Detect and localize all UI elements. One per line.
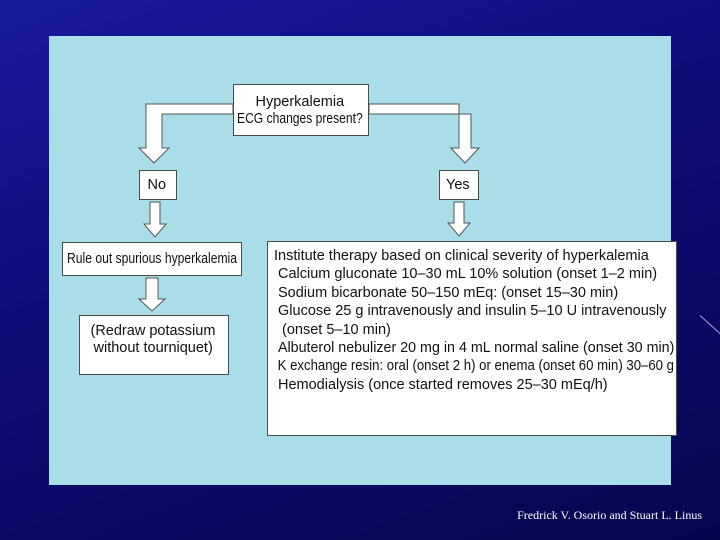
- no-box: [139, 170, 177, 200]
- arrow-to-no: [139, 104, 233, 163]
- therapy-item: (onset 5–10 min): [278, 321, 391, 338]
- redraw-box: [79, 315, 229, 375]
- therapy-item: K exchange resin: oral (onset 2 h) or enema (onset 60 min) 30–60 g: [277, 358, 675, 375]
- therapy-box: [267, 241, 677, 436]
- flowchart-panel: [49, 36, 675, 485]
- therapy-title: Institute therapy based on clinical severity of hyperkalemia: [274, 248, 649, 264]
- rule-out-text: Rule out spurious hyperkalemia: [67, 251, 238, 267]
- therapy-item: Albuterol nebulizer 20 mg in 4 mL normal saline (onset 30 min): [277, 340, 675, 357]
- yes-box: [439, 170, 479, 200]
- therapy-item: Hemodialysis (once started removes 25–30 mEq/h): [278, 376, 608, 393]
- arrow-to-yes: [369, 104, 479, 163]
- yes-label: Yes: [446, 177, 470, 193]
- therapy-item: Glucose 25 g intravenously and insulin 5–10 U intravenously: [278, 303, 667, 320]
- redraw-line-1: (Redraw potassium: [90, 323, 216, 339]
- arrow-yes-to-therapy: [448, 202, 470, 236]
- hyperkalemia-question-box: [233, 84, 369, 136]
- rule-out-box: [62, 242, 242, 276]
- hyperkalemia-title: Hyperkalemia: [255, 94, 345, 110]
- author-credit: Fredrick V. Osorio and Stuart L. Linus: [517, 508, 702, 522]
- arrow-ruleout-to-redraw: [139, 278, 165, 311]
- therapy-item: Sodium bicarbonate 50–150 mEq: (onset 15–30 min): [278, 284, 619, 301]
- arrow-no-to-ruleout: [144, 202, 166, 237]
- no-label: No: [147, 177, 167, 193]
- decorative-line: [700, 315, 720, 336]
- ecg-question: ECG changes present?: [237, 111, 363, 127]
- therapy-item: Calcium gluconate 10–30 mL 10% solution (onset 1–2 min): [278, 266, 658, 283]
- redraw-line-2: without tourniquet): [93, 340, 213, 356]
